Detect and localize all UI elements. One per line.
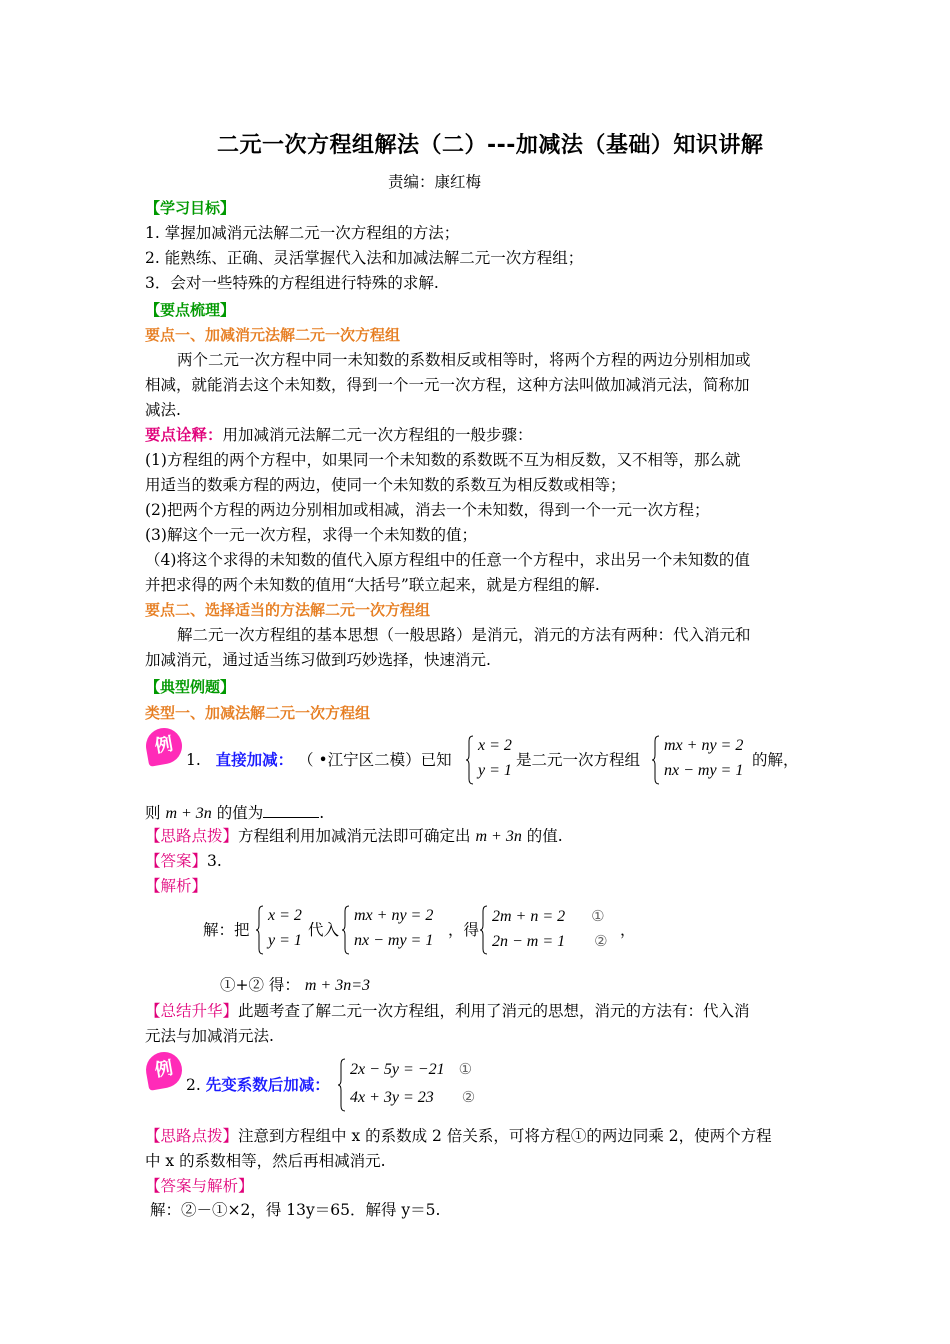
- example2-label: 先变系数后加减：: [205, 1075, 330, 1094]
- type1-title: 类型一、加减法解二元一次方程组: [145, 704, 371, 722]
- summary-label: 【总结升华】: [145, 1002, 239, 1020]
- equation-system: [338, 1058, 498, 1112]
- author-line: 责编：康红梅: [388, 173, 482, 191]
- equation-row: [350, 1088, 475, 1107]
- equation-mark: ①: [458, 1062, 473, 1078]
- equation-row: x = 2: [478, 737, 512, 754]
- page-title: 二元一次方程组解法（二）---加减法（基础）知识讲解: [217, 133, 764, 158]
- hint-end: 的值.: [526, 827, 563, 845]
- hint-text: 方程组利用加减消元法即可确定出: [238, 827, 471, 845]
- equation-row: [350, 1060, 472, 1079]
- equation-mark: ②: [594, 934, 608, 950]
- point2-text: 解二元一次方程组的基本思想（一般思路）是消元，消元的方法有两种：代入消元和: [177, 626, 751, 644]
- solution-get: ，得: [448, 921, 480, 939]
- left-brace-icon: [342, 905, 350, 955]
- left-brace-icon: [338, 1058, 346, 1112]
- example1-mid: 是二元一次方程组: [516, 751, 641, 769]
- step-line: 用适当的数乘方程的两边，使同一个未知数的系数互为相反数或相等；: [145, 476, 626, 494]
- explain-line: [145, 425, 533, 445]
- left-brace-icon: [466, 735, 474, 785]
- step-line: （4)将这个求得的未知数的值代入原方程组中的任意一个方程中，求出另一个未知数的值: [145, 551, 750, 569]
- solution-line: 解：②－①×2，得 13y＝65．解得 y＝5.: [150, 1201, 441, 1219]
- hint-line: [145, 826, 563, 847]
- hint-text: 中 x 的系数相等，然后再相减消元.: [145, 1152, 386, 1170]
- hint-label: 【思路点拨】: [145, 1127, 239, 1145]
- goals-header: 【学习目标】: [145, 199, 236, 217]
- question-text: 的值为: [216, 804, 264, 822]
- hint-text: 注意到方程组中 x 的系数成 2 倍关系，可将方程①的两边同乘 2，使两个方程: [238, 1127, 772, 1145]
- hint-line: [145, 1126, 772, 1146]
- question-prefix: 则: [145, 804, 161, 822]
- example1-label: 直接加减：: [215, 750, 294, 769]
- equation-text: 2n − m = 1: [492, 933, 566, 950]
- example-badge: 例: [143, 1049, 185, 1091]
- step-line: (1)方程组的两个方程中，如果同一个未知数的系数既不互为相反数，又不相等，那么就: [145, 451, 741, 469]
- example1-question: [145, 801, 324, 824]
- answer-label: 【答案与解析】: [145, 1177, 254, 1195]
- example2-intro: [186, 1075, 330, 1095]
- equation-text: 4x + 3y = 23: [350, 1089, 434, 1106]
- equation-mark: ①: [591, 909, 605, 925]
- point1-title: 要点一、加减消元法解二元一次方程组: [145, 326, 401, 344]
- summary-line: [145, 1001, 750, 1021]
- solution-end: ，: [620, 921, 636, 939]
- question-expression: m + 3n: [165, 805, 212, 822]
- equation-row: mx + ny = 2: [354, 907, 434, 924]
- equation-system: [342, 905, 452, 955]
- explain-label: 要点诠释：: [145, 425, 223, 444]
- equation-row: nx − my = 1: [354, 932, 434, 949]
- equation-text: 2x − 5y = −21: [350, 1061, 445, 1078]
- solution-mid: 代入: [308, 921, 340, 939]
- summary-text: 元法与加减消元法.: [145, 1027, 274, 1045]
- equation-row: [492, 907, 605, 926]
- answer-line: [145, 851, 222, 871]
- answer-blank: [263, 801, 319, 818]
- goal-item: 1. 掌握加减消元法解二元一次方程组的方法；: [145, 224, 460, 242]
- example1-source: （ •江宁区二模）已知: [298, 751, 452, 769]
- points-header: 【要点梳理】: [145, 301, 236, 319]
- sum-prefix: ①+② 得：: [220, 976, 300, 994]
- point1-text: 两个二元一次方程中同一未知数的系数相反或相等时，将两个方程的两边分别相加或: [177, 351, 751, 369]
- example-number: 1.: [186, 751, 201, 769]
- sum-line: [220, 975, 370, 996]
- left-brace-icon: [480, 905, 488, 955]
- equation-row: nx − my = 1: [664, 762, 744, 779]
- step-line: (2)把两个方程的两边分别相加或相减，消去一个未知数，得到一个一元一次方程；: [145, 501, 710, 519]
- point1-text: 减法.: [145, 401, 181, 419]
- answer-label: 【答案】: [145, 852, 208, 870]
- equation-system: [480, 905, 620, 955]
- question-end: .: [319, 804, 325, 822]
- equation-row: [492, 932, 608, 951]
- equation-text: 2m + n = 2: [492, 908, 566, 925]
- hint-label: 【思路点拨】: [145, 827, 239, 845]
- answer-value: 3.: [207, 852, 222, 870]
- explain-text: 用加减消元法解二元一次方程组的一般步骤：: [222, 426, 533, 444]
- equation-row: mx + ny = 2: [664, 737, 744, 754]
- step-line: 并把求得的两个未知数的值用“大括号”联立起来，就是方程组的解.: [145, 576, 600, 594]
- equation-system: [652, 735, 762, 785]
- sum-expression: m + 3n=3: [304, 977, 371, 994]
- step-line: (3)解这个一元一次方程，求得一个未知数的值；: [145, 526, 477, 544]
- summary-text: 此题考查了解二元一次方程组，利用了消元的思想，消元的方法有：代入消: [238, 1002, 750, 1020]
- equation-row: x = 2: [268, 907, 302, 924]
- solution-prefix: 解：把: [203, 921, 250, 939]
- example-number: 2.: [186, 1076, 201, 1094]
- point2-title: 要点二、选择适当的方法解二元一次方程组: [145, 601, 431, 619]
- equation-system: [256, 905, 316, 955]
- example-badge: 例: [143, 725, 185, 767]
- point1-text: 相减，就能消去这个未知数，得到一个一元一次方程，这种方法叫做加减消元法，简称加: [145, 376, 750, 394]
- examples-header: 【典型例题】: [145, 678, 236, 696]
- left-brace-icon: [652, 735, 660, 785]
- equation-mark: ②: [461, 1090, 476, 1106]
- goal-item: 2. 能熟练、正确、灵活掌握代入法和加减法解二元一次方程组；: [145, 249, 584, 267]
- example1-intro: [186, 750, 452, 770]
- analysis-label: 【解析】: [145, 877, 208, 895]
- hint-expression: m + 3n: [475, 828, 522, 845]
- example1-end: 的解，: [752, 751, 799, 769]
- left-brace-icon: [256, 905, 264, 955]
- equation-row: y = 1: [268, 932, 302, 949]
- point2-text: 加减消元，通过适当练习做到巧妙选择，快速消元.: [145, 651, 491, 669]
- equation-row: y = 1: [478, 762, 512, 779]
- goal-item: 3．会对一些特殊的方程组进行特殊的求解.: [145, 274, 439, 292]
